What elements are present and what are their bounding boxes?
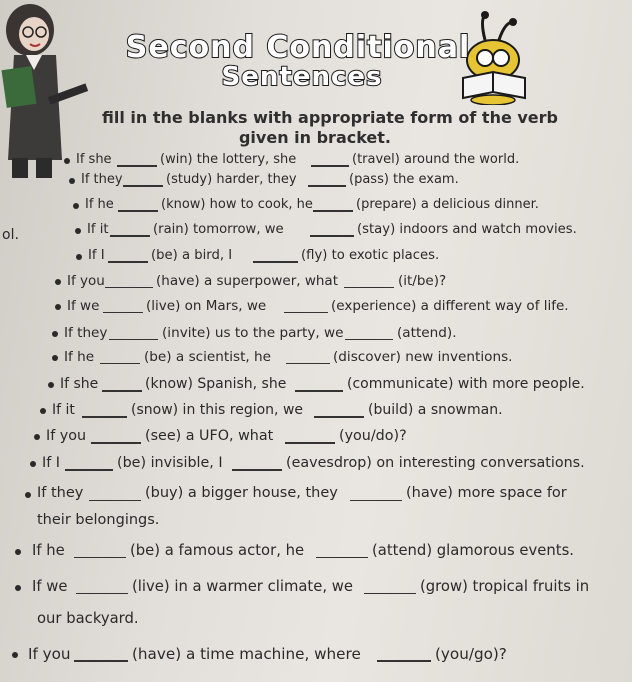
bullet xyxy=(73,203,79,209)
sentence-start: If you xyxy=(67,273,105,289)
answer-blank[interactable] xyxy=(82,416,127,418)
sentence-end: (prepare) a delicious dinner. xyxy=(356,197,539,212)
sentence-middle: (snow) in this region, we xyxy=(131,402,304,418)
bullet xyxy=(52,355,58,361)
answer-blank[interactable] xyxy=(311,165,349,167)
bullet xyxy=(15,549,21,555)
title-line-2: Sentences xyxy=(221,62,383,92)
sentence-middle: (have) a superpower, what xyxy=(156,273,338,289)
answer-blank[interactable] xyxy=(295,390,343,392)
sentence-end: (it/be)? xyxy=(398,273,447,289)
sentence-end: (attend). xyxy=(397,325,457,341)
answer-blank[interactable] xyxy=(377,660,431,662)
bullet xyxy=(75,228,81,234)
bullet xyxy=(64,158,70,164)
bullet xyxy=(76,254,82,260)
answer-blank[interactable] xyxy=(103,312,143,314)
sentence-end: (have) more space for xyxy=(406,485,567,501)
sentence-middle: (know) how to cook, he xyxy=(161,197,313,212)
sentence-middle: (invite) us to the party, we xyxy=(162,325,344,341)
sentence-end: (discover) new inventions. xyxy=(333,349,513,365)
sentence-end: (eavesdrop) on interesting conversations. xyxy=(286,455,585,471)
sentence-start: If she xyxy=(60,376,99,392)
answer-blank[interactable] xyxy=(308,185,346,187)
sentence-end: (pass) the exam. xyxy=(349,172,459,187)
answer-blank[interactable] xyxy=(314,416,364,418)
answer-blank[interactable] xyxy=(284,312,328,314)
sentence-middle: (live) on Mars, we xyxy=(146,298,267,314)
sentence-middle: (win) the lottery, she xyxy=(160,152,297,167)
sentence-start: If he xyxy=(85,197,114,212)
sentence-end: (experience) a different way of life. xyxy=(331,298,569,314)
bullet xyxy=(15,585,21,591)
answer-blank[interactable] xyxy=(232,469,282,471)
sentence-end: (stay) indoors and watch movies. xyxy=(357,222,577,237)
sentence-middle: (have) a time machine, where xyxy=(132,645,361,663)
sentence-end: (travel) around the world. xyxy=(352,152,520,167)
bullet xyxy=(40,408,46,414)
sentence-start: If he xyxy=(32,542,65,559)
sentence-end: (grow) tropical fruits in xyxy=(420,578,590,595)
bullet xyxy=(25,492,31,498)
instruction-line-1: fill in the blanks with appropriate form of the verb xyxy=(101,108,558,127)
answer-blank[interactable] xyxy=(117,165,157,167)
answer-blank[interactable] xyxy=(118,210,158,212)
bullet xyxy=(30,461,36,467)
answer-blank[interactable] xyxy=(316,557,368,559)
title-line-1: Second Conditional xyxy=(125,30,471,65)
answer-blank[interactable] xyxy=(310,235,354,237)
sentence-end: (communicate) with more people. xyxy=(347,376,585,392)
answer-blank[interactable] xyxy=(108,261,148,263)
margin-mark: ol. xyxy=(2,227,19,243)
sentence-start: If I xyxy=(42,455,61,471)
bullet xyxy=(48,382,54,388)
answer-blank[interactable] xyxy=(89,500,141,502)
sentence-end: (attend) glamorous events. xyxy=(372,542,574,559)
sentence-end: (fly) to exotic places. xyxy=(301,248,440,263)
answer-blank[interactable] xyxy=(344,287,394,289)
answer-blank[interactable] xyxy=(253,261,298,263)
answer-blank[interactable] xyxy=(74,660,128,662)
sentence-start: If I xyxy=(88,248,105,263)
bullet xyxy=(69,178,75,184)
sentence-start: If it xyxy=(87,222,109,237)
answer-blank[interactable] xyxy=(286,363,330,365)
answer-blank[interactable] xyxy=(65,469,113,471)
sentence-start: If you xyxy=(28,645,71,663)
instruction-line-2: given in bracket. xyxy=(238,128,392,147)
sentence-start: If it xyxy=(52,402,75,418)
sentence-middle: (buy) a bigger house, they xyxy=(145,485,338,501)
sentence-continuation: their belongings. xyxy=(37,512,160,528)
sentence-end: (you/do)? xyxy=(339,428,407,444)
answer-blank[interactable] xyxy=(123,185,163,187)
answer-blank[interactable] xyxy=(364,593,416,595)
answer-blank[interactable] xyxy=(91,442,141,444)
answer-blank[interactable] xyxy=(345,339,393,341)
answer-blank[interactable] xyxy=(110,235,150,237)
sentence-middle: (see) a UFO, what xyxy=(145,428,274,444)
sentence-middle: (live) in a warmer climate, we xyxy=(132,578,353,595)
bullet xyxy=(52,331,58,337)
sentence-middle: (be) a scientist, he xyxy=(144,349,272,365)
bullet xyxy=(55,279,61,285)
answer-blank[interactable] xyxy=(74,557,126,559)
sentence-start: If you xyxy=(46,428,87,444)
sentence-middle: (study) harder, they xyxy=(166,172,297,187)
answer-blank[interactable] xyxy=(102,390,142,392)
answer-blank[interactable] xyxy=(285,442,335,444)
bullet xyxy=(55,304,61,310)
sentence-middle: (be) invisible, I xyxy=(117,455,223,471)
answer-blank[interactable] xyxy=(350,500,402,502)
bullet xyxy=(12,652,18,658)
sentence-continuation: our backyard. xyxy=(37,610,139,627)
answer-blank[interactable] xyxy=(313,210,353,212)
answer-blank[interactable] xyxy=(105,287,153,289)
sentence-start: If they xyxy=(37,485,84,501)
sentence-middle: (know) Spanish, she xyxy=(145,376,287,392)
sentence-middle: (be) a famous actor, he xyxy=(130,542,305,559)
sentence-start: If she xyxy=(76,152,112,167)
sentence-start: If they xyxy=(81,172,123,187)
sentence-start: If they xyxy=(64,325,108,341)
answer-blank[interactable] xyxy=(109,339,158,341)
bullet xyxy=(34,434,40,440)
sentence-end: (you/go)? xyxy=(435,645,507,663)
sentence-start: If we xyxy=(32,578,68,595)
sentence-end: (build) a snowman. xyxy=(368,402,503,418)
sentence-middle: (rain) tomorrow, we xyxy=(153,222,284,237)
sentence-start: If he xyxy=(64,349,95,365)
sentence-start: If we xyxy=(67,298,100,314)
sentence-middle: (be) a bird, I xyxy=(151,248,233,263)
answer-blank[interactable] xyxy=(76,593,128,595)
answer-blank[interactable] xyxy=(100,363,140,365)
